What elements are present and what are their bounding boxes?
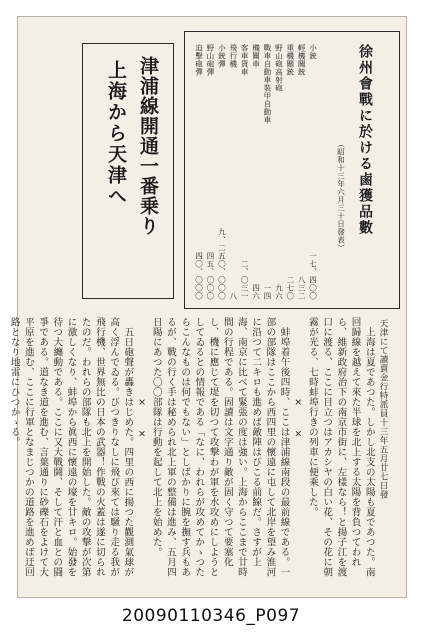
- headline-line-2: 津浦線開通一番乗り: [137, 56, 159, 236]
- table-item-label: 飛行機: [228, 44, 238, 68]
- page-caption: 20090110346_P097: [121, 606, 301, 626]
- table-item-label: 輕機關銃: [297, 44, 307, 76]
- section-separator: × ×: [136, 397, 148, 440]
- table-item-quantity: 二、〇三一: [240, 260, 250, 300]
- article-paragraph: 上海は夏であつた。しかし北支の太陽も夏であつた。南回歸線を越えて來た半球を北上する太陽を背負つてわれら、維新政府治下の南京市街に、左樣なら！と揚子江を渡口に渡る、ここに目立つはアカシヤの白い花、その花に朝霧が光る、七時蚌埠行きの列車に便乘した。: [306, 317, 375, 577]
- document-page: [8, 16, 407, 598]
- table-item-label: 小銃: [308, 44, 318, 60]
- headline-box: [82, 43, 174, 299]
- captured-items-table: [184, 31, 400, 309]
- table-item-label: 客車貨車: [240, 44, 250, 76]
- table-note: （昭和十三年六月三十日發表）: [336, 140, 346, 252]
- headline-line-1: 上海から天津へ: [105, 60, 127, 207]
- table-item-quantity: 一四: [262, 284, 272, 300]
- table-item-quantity: 二七〇: [285, 276, 295, 300]
- table-item-label: 機關車: [251, 44, 261, 68]
- table-item-quantity: 四六: [251, 284, 261, 300]
- table-item-quantity: 九、二五〇、〇〇〇: [217, 228, 227, 300]
- article-dateline: 天津にて讀賣金行特派員十三年五月廿七日發: [378, 319, 388, 499]
- table-item-label: 小銃彈: [217, 44, 227, 68]
- table-item-quantity: 四五、〇〇〇: [205, 252, 215, 300]
- table-item-quantity: 一七、四〇〇: [308, 252, 318, 300]
- table-item-quantity: 八: [228, 292, 238, 300]
- section-separator: × ×: [292, 397, 304, 440]
- article-paragraph: 五日砲聲が轟きはじめた。四里の西に揚つた觀測氣球が高く浮んでゐる。びつきりなしに飛び來ては騒り走る我が飛行機、世界無比の日本の武器！作戰の火蓋は遂に切られたのだ。われらの部隊も北上を開始した。敵の攻撃が次第に激しくなり、蚌埠から眞西に懷遠の壕を廿キロ。始發を待つ大纏動である。ここに又大戰鬪、そして汗と血との闘爭である。道なき道を進む、言葉通りに砂礫石をよけて大平原を進む、ここに行軍となまじつかの道路を進めば迂回路となり地雷にひつかゝる。: [8, 317, 134, 577]
- table-item-quantity: 四〇、〇〇〇: [194, 252, 204, 300]
- article-body: [8, 317, 390, 585]
- table-item-quantity: 九六: [274, 284, 284, 300]
- table-item-label: 戰車自動車裝甲自動車: [262, 44, 272, 124]
- table-item-label: 重機關銃: [285, 44, 295, 76]
- table-item-label: 野山砲彈: [205, 44, 215, 76]
- article-paragraph: 蚌埠着午後四時、ここは津浦線南段の最前線である。一部の部隊はここから西四里の懷遠に屯して北岸を望み淮河に沿つて二キロも進めば敵陣はびこる前線だ。さすが上海、南京に比べて緊張の度は強い。上海からここまで廿時間の行程である。固讀は文字通り敵が固く守つて要塞化し、機に應じて堤を切つて攻撃わが軍を水攻めにしようとしてゐるとの情報である「なに、われらが攻めてかゝつたらこんなものは何でもない」としばかりに腕を撫す兵もあるが、戰の行く手は秘められ北上軍の整備は進み、五月四日陽にあつた〇〇部隊は行動を起して北上を始めた。: [150, 317, 290, 577]
- table-title: 徐州會戰に於ける鹵獲品數: [357, 44, 373, 236]
- table-item-label: 迫擊砲彈: [194, 44, 204, 76]
- table-item-quantity: 八三二: [297, 276, 307, 300]
- table-item-label: 野山砲高射砲: [274, 44, 284, 92]
